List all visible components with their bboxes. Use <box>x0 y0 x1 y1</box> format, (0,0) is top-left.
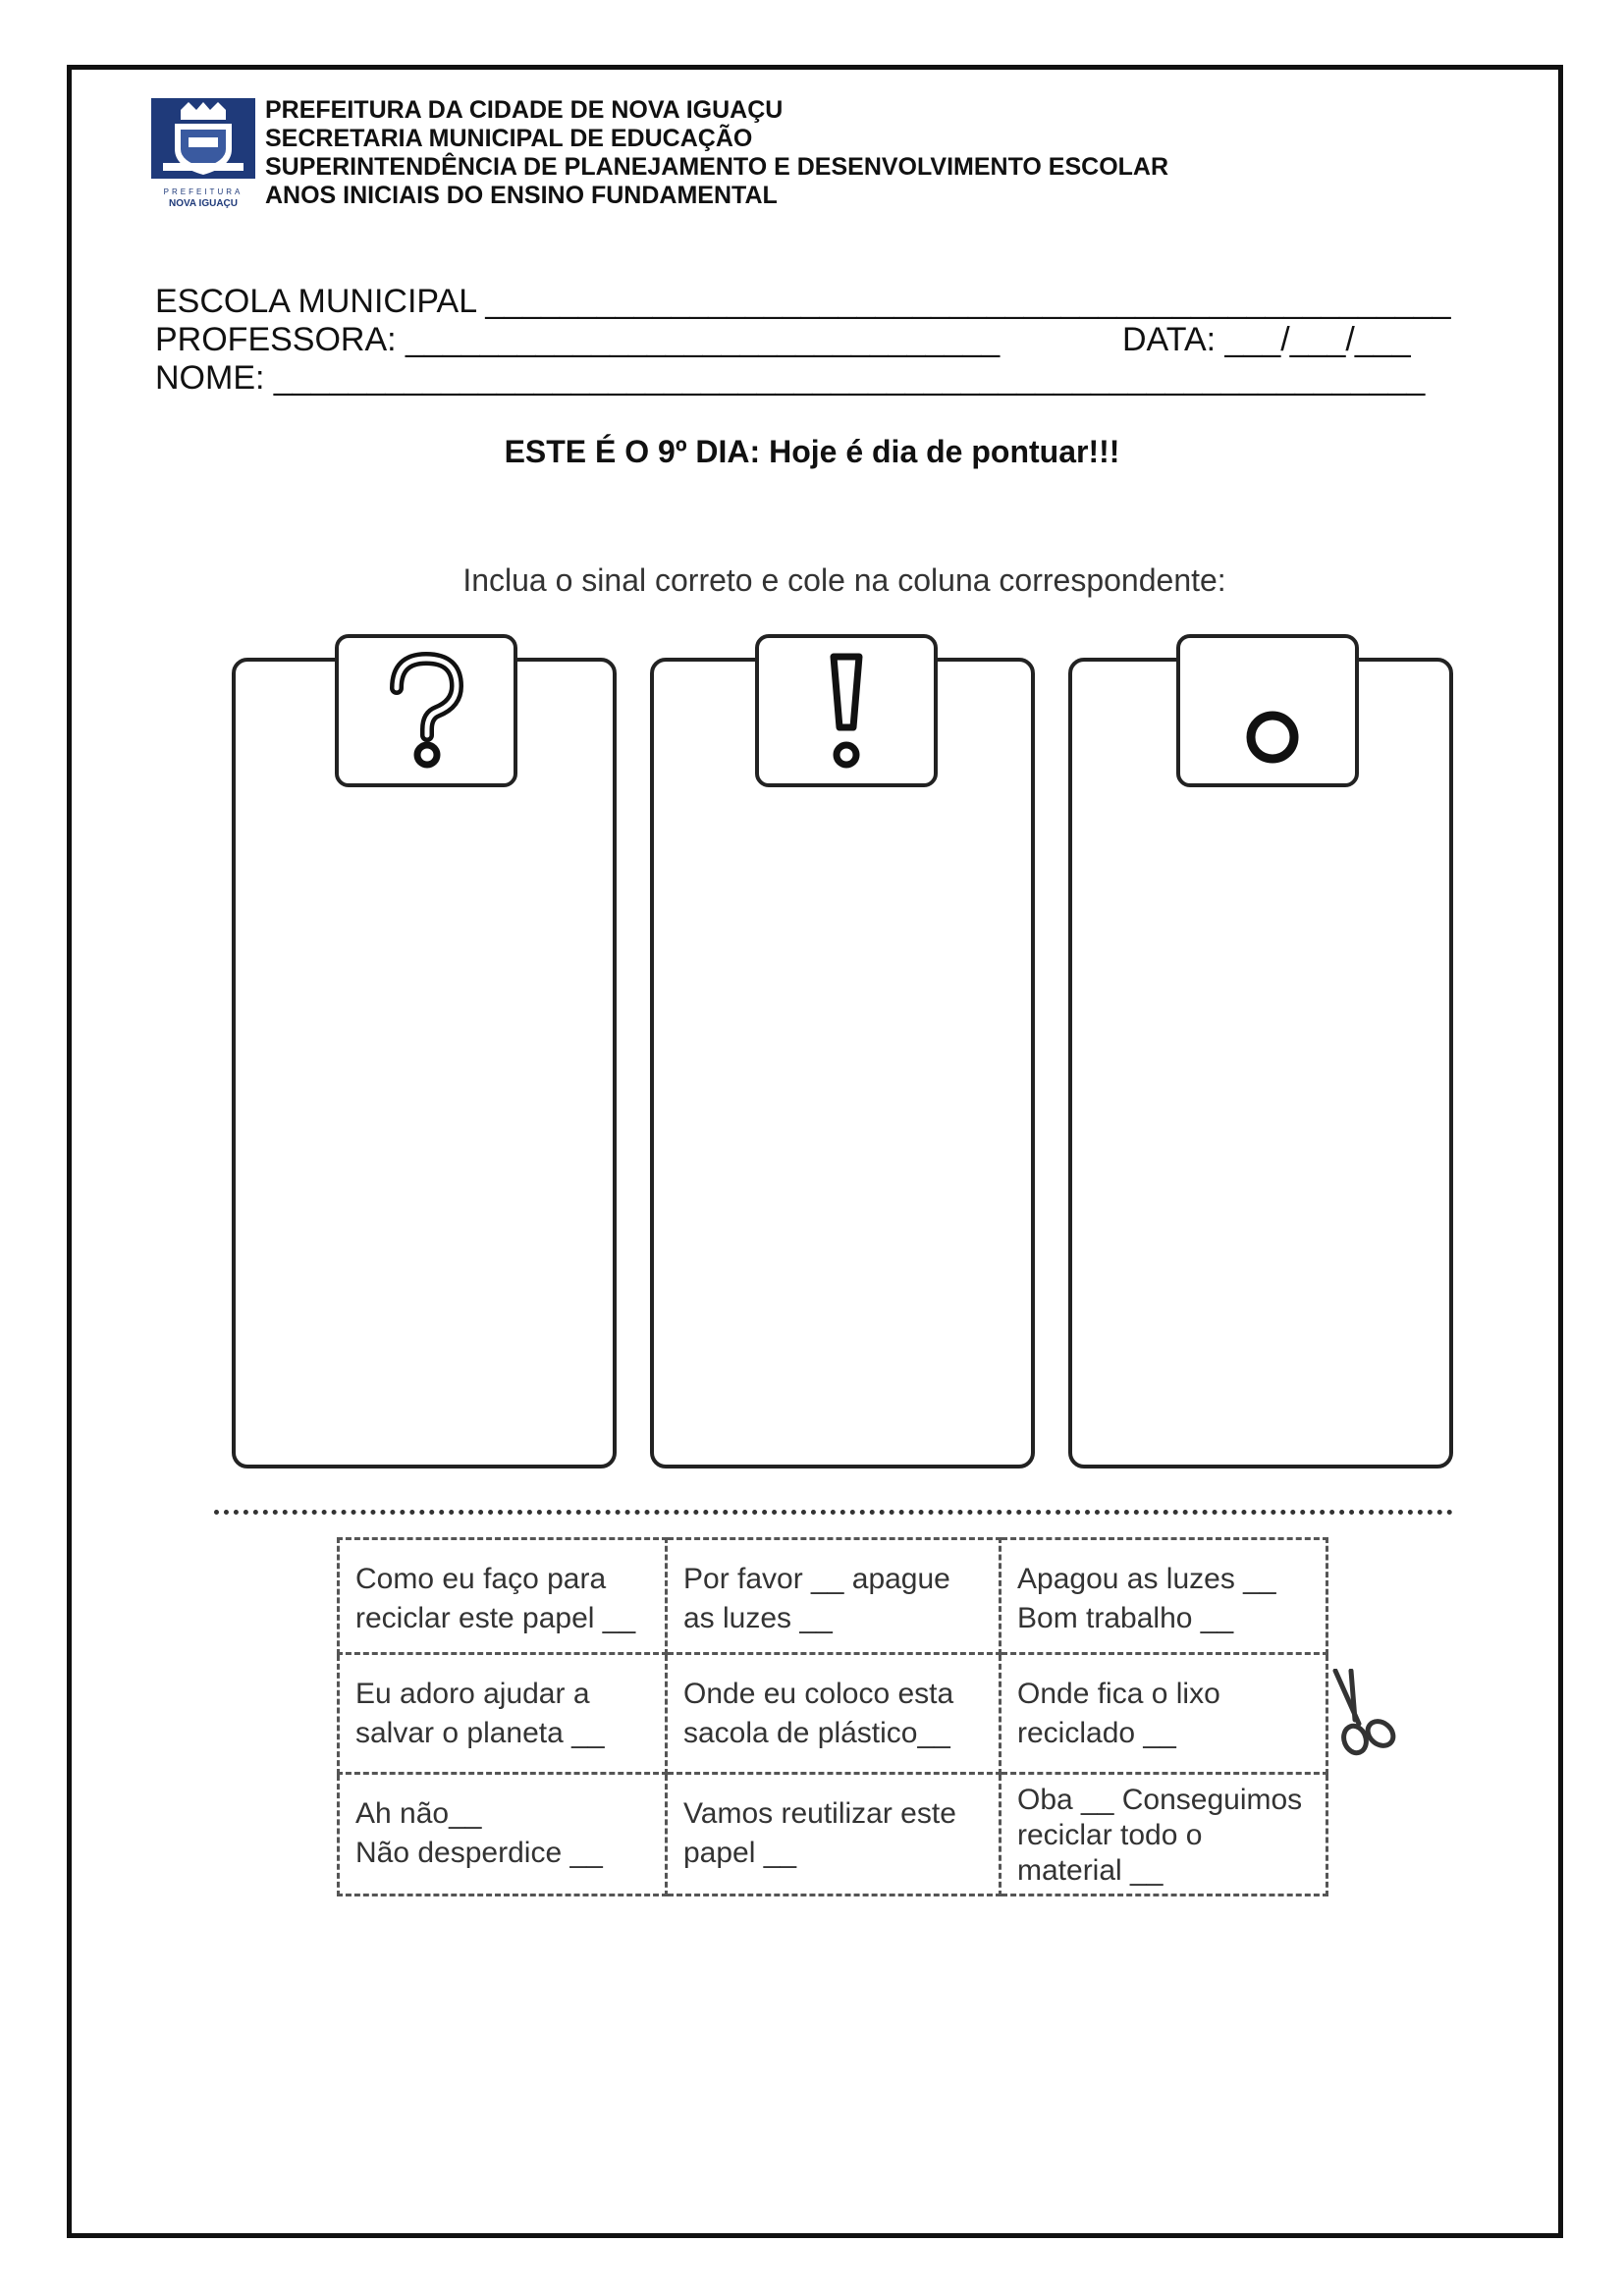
header-line-3: SUPERINTENDÊNCIA DE PLANEJAMENTO E DESENVOLVIMENTO ESCOLAR <box>265 153 1169 181</box>
sentence-card[interactable]: Vamos reutilizar este papel __ <box>668 1775 1001 1896</box>
instruction-text: Inclua o sinal correto e cole na coluna correspondente: <box>462 562 1226 598</box>
day-title: ESTE É O 9º DIA: Hoje é dia de pontuar!!! <box>504 434 1120 469</box>
teacher-field[interactable]: PROFESSORA: ________________________________ <box>155 321 1001 358</box>
sentence-card[interactable]: Como eu faço para reciclar este papel __ <box>337 1537 668 1655</box>
header-line-2: SECRETARIA MUNICIPAL DE EDUCAÇÃO <box>265 125 753 152</box>
logo-caption-small: PREFEITURA <box>163 187 244 196</box>
question-mark-tab <box>335 634 517 787</box>
school-field[interactable]: ESCOLA MUNICIPAL ____________________________________________________ <box>155 283 1451 320</box>
sentence-card[interactable]: Apagou as luzes __ Bom trabalho __ <box>1001 1537 1328 1655</box>
header-line-4: ANOS INICIAIS DO ENSINO FUNDAMENTAL <box>265 182 778 209</box>
sentence-card[interactable]: Por favor __ apague as luzes __ <box>668 1537 1001 1655</box>
name-field[interactable]: NOME: ______________________________________________________________ <box>155 359 1426 397</box>
header-line-1: PREFEITURA DA CIDADE DE NOVA IGUAÇU <box>265 96 784 124</box>
period-tab <box>1176 634 1359 787</box>
period-icon <box>1204 647 1331 774</box>
logo-caption-main: NOVA IGUAÇU <box>169 198 238 209</box>
exclamation-mark-tab <box>755 634 938 787</box>
logo-caption <box>149 187 257 210</box>
sentence-card[interactable]: Ah não__ Não desperdice __ <box>337 1775 668 1896</box>
date-field[interactable]: DATA: ___/___/___ <box>1122 321 1411 358</box>
institution-header <box>265 96 1168 210</box>
sentence-card[interactable]: Oba __ Conseguimos reciclar todo o material __ <box>1001 1775 1328 1896</box>
scissors-icon <box>1326 1669 1404 1757</box>
question-mark-icon <box>362 647 490 774</box>
sentence-card[interactable]: Eu adoro ajudar a salvar o planeta __ <box>337 1655 668 1775</box>
sentence-cards-grid <box>337 1537 1328 1896</box>
sentence-card[interactable]: Onde eu coloco esta sacola de plástico__ <box>668 1655 1001 1775</box>
cut-line <box>214 1510 1453 1515</box>
exclamation-mark-icon <box>783 647 910 774</box>
sentence-card[interactable]: Onde fica o lixo reciclado __ <box>1001 1655 1328 1775</box>
